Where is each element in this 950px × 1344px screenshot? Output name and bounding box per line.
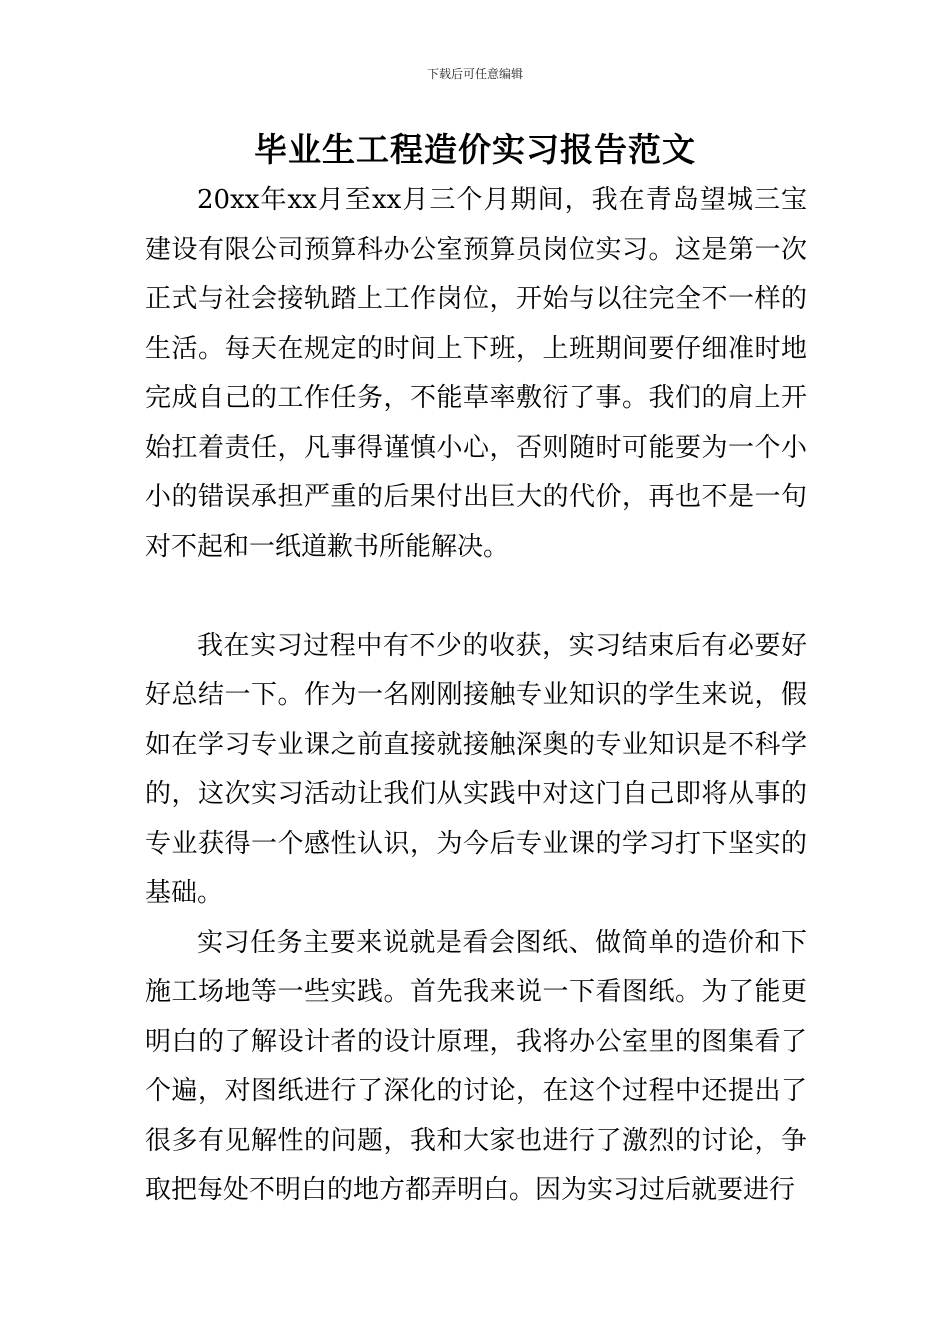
document-body <box>145 176 807 1216</box>
paragraph-2: 我在实习过程中有不少的收获，实习结束后有必要好好总结一下。作为一名刚刚接触专业知识的学生来说，假如在学习专业课之前直接就接触深奥的专业知识是不科学的，这次实习活动让我们从实践中对这门自己即将从事的专业获得一个感性认识，为今后专业课的学习打下坚实的基础。 <box>145 630 807 908</box>
paragraph-1: 20xx年xx月至xx月三个月期间，我在青岛望城三宝建设有限公司预算科办公室预算员岗位实习。这是第一次正式与社会接轨踏上工作岗位，开始与以往完全不一样的生活。每天在规定的时间上下班，上班期间要仔细准时地完成自己的工作任务，不能草率敷衍了事。我们的肩上开始扛着责任，凡事得谨慎小心，否则随时可能要为一个小小的错误承担严重的后果付出巨大的代价，再也不是一句对不起和一纸道歉书所能解决。 <box>145 185 807 562</box>
paragraph-spacer <box>145 572 807 622</box>
paragraph-3: 实习任务主要来说就是看会图纸、做简单的造价和下施工场地等一些实践。首先我来说一下看图纸。为了能更明白的了解设计者的设计原理，我将办公室里的图集看了个遍，对图纸进行了深化的讨论，在这个过程中还提出了很多有见解性的问题，我和大家也进行了激烈的讨论，争取把每处不明白的地方都弄明白。因为实习过后就要进行 <box>145 927 807 1205</box>
document-title: 毕业生工程造价实习报告范文 <box>254 130 696 169</box>
header-note: 下载后可任意编辑 <box>426 67 523 81</box>
